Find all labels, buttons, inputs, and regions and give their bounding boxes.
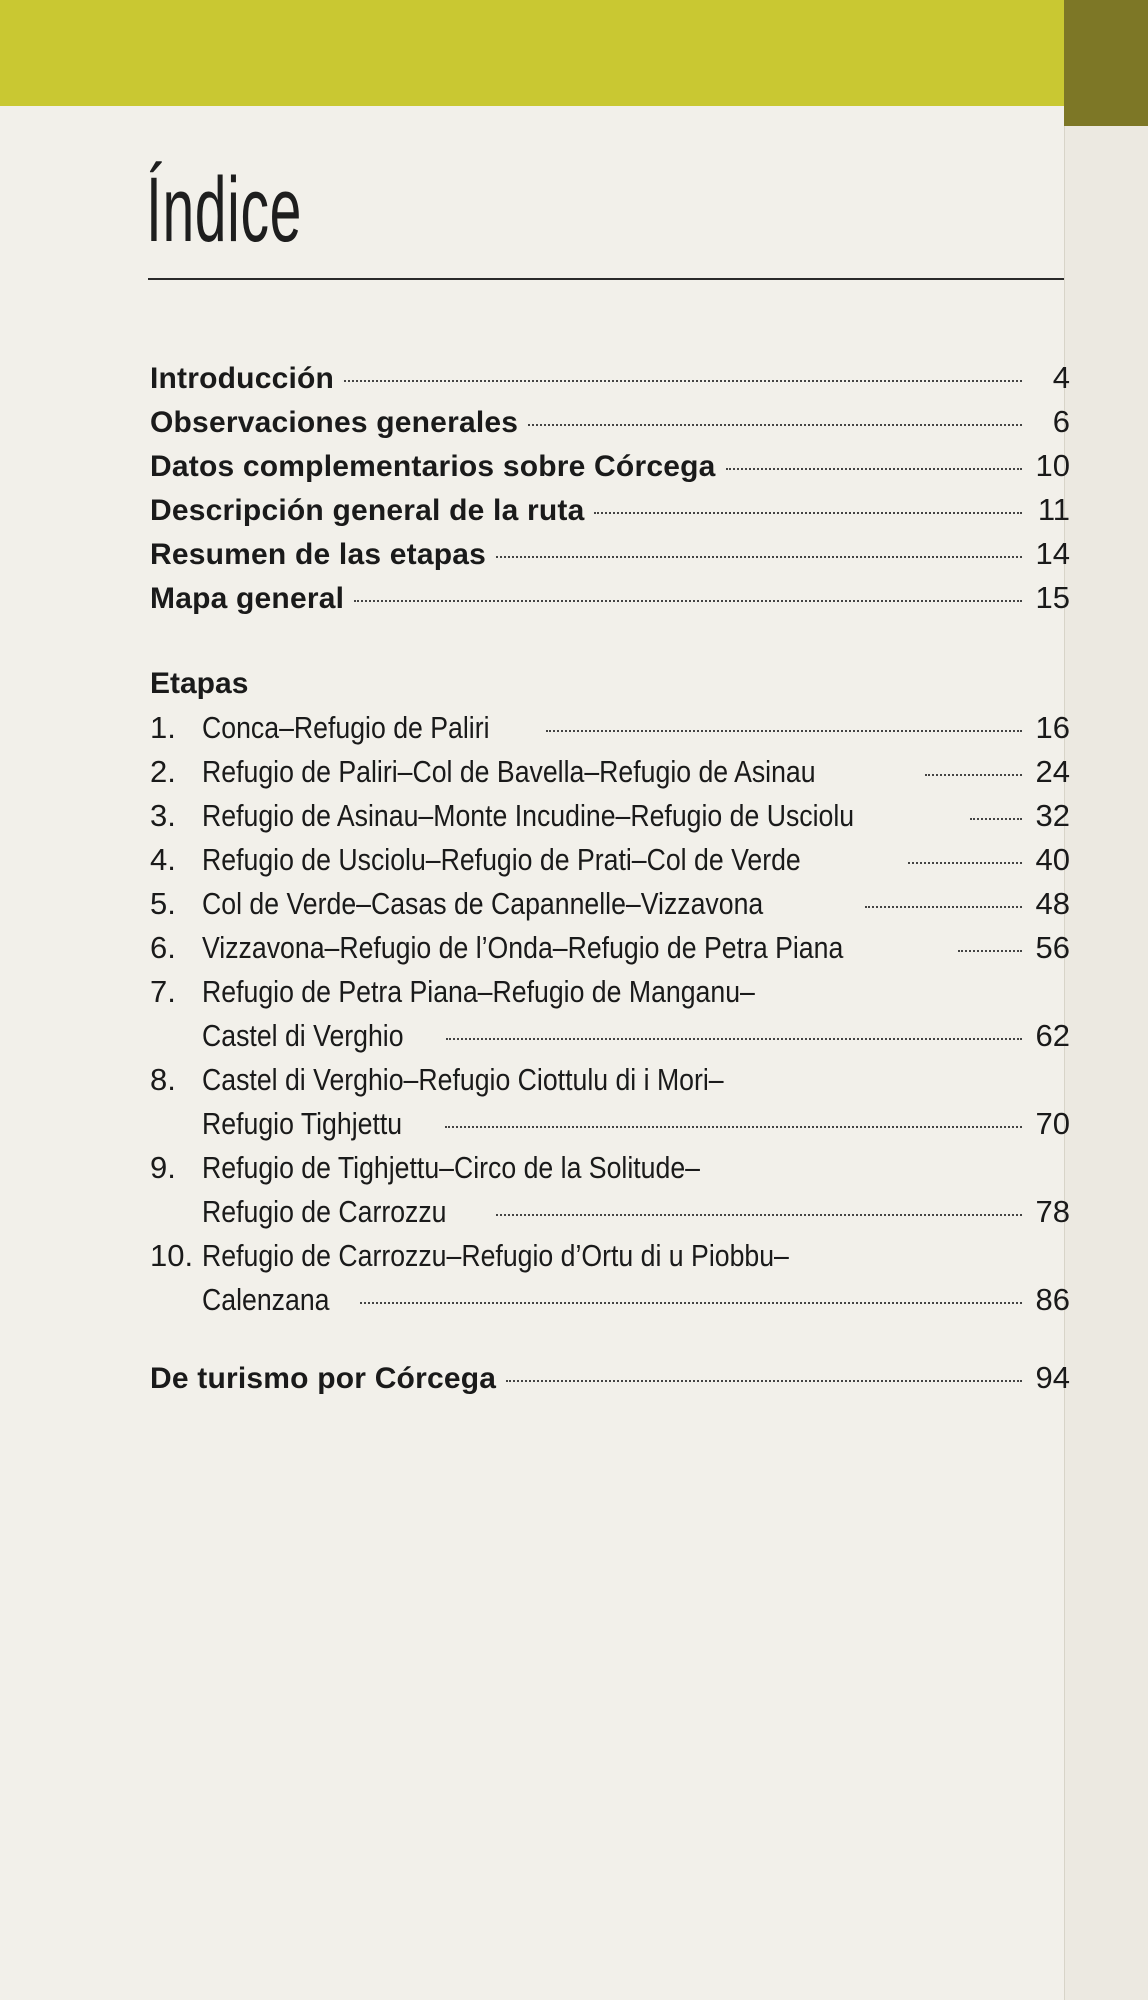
stage-number: 1. — [150, 710, 176, 745]
toc-entry-datos[interactable] — [150, 444, 1070, 488]
stage-title: Col de Verde–Casas de Capannelle–Vizzavona — [202, 886, 764, 921]
toc-stage-9-line1[interactable] — [150, 1146, 1070, 1190]
stage-number: 4. — [150, 842, 176, 877]
dot-leader — [594, 512, 1022, 514]
stage-title: Refugio de Carrozzu–Refugio d’Ortu di u Piobbu– — [202, 1238, 789, 1273]
stage-title-continued: Castel di Verghio — [202, 1018, 404, 1053]
stage-page: 16 — [1035, 710, 1070, 745]
stage-page: 48 — [1035, 886, 1070, 921]
dot-leader — [496, 1214, 1022, 1216]
toc-entry-observaciones[interactable] — [150, 400, 1070, 444]
dot-leader — [344, 380, 1022, 382]
toc-stage-6[interactable] — [150, 926, 1070, 970]
stage-page: 62 — [1035, 1018, 1070, 1053]
dot-leader — [445, 1126, 1022, 1128]
dot-leader — [970, 818, 1022, 820]
toc-entry-label: Observaciones generales — [150, 406, 519, 439]
toc-entry-page: 11 — [1037, 492, 1070, 527]
stage-title-continued: Refugio de Carrozzu — [202, 1194, 447, 1229]
stage-title: Refugio de Paliri–Col de Bavella–Refugio de Asinau — [202, 754, 816, 789]
stage-number: 3. — [150, 798, 176, 833]
toc-entry-label: Mapa general — [150, 582, 345, 615]
toc-entry-page: 15 — [1035, 580, 1070, 615]
dot-leader — [958, 950, 1022, 952]
stage-title: Vizzavona–Refugio de l’Onda–Refugio de Petra Piana — [202, 930, 844, 965]
dot-leader — [496, 556, 1022, 558]
dot-leader — [908, 862, 1022, 864]
toc-entry-label: Descripción general de la ruta — [150, 494, 585, 527]
toc-entry-descripcion[interactable] — [150, 488, 1070, 532]
stage-title: Refugio de Usciolu–Refugio de Prati–Col de Verde — [202, 842, 801, 877]
right-page-edge — [1064, 126, 1148, 2000]
dot-leader — [528, 424, 1022, 426]
stage-page: 40 — [1035, 842, 1070, 877]
stage-title: Castel di Verghio–Refugio Ciottulu di i Mori– — [202, 1062, 724, 1097]
stage-page: 24 — [1035, 754, 1070, 789]
toc-stage-8-line1[interactable] — [150, 1058, 1070, 1102]
stage-number: 2. — [150, 754, 176, 789]
toc-entry-label: Introducción — [150, 362, 335, 395]
corner-color-block — [1064, 0, 1148, 126]
stage-number: 8. — [150, 1062, 176, 1097]
toc-stage-7[interactable] — [150, 1014, 1070, 1058]
dot-leader — [546, 730, 1022, 732]
stage-page: 70 — [1035, 1106, 1070, 1141]
stage-number: 6. — [150, 930, 176, 965]
stage-title-continued: Calenzana — [202, 1282, 330, 1317]
stage-title: Refugio de Asinau–Monte Incudine–Refugio de Usciolu — [202, 798, 855, 833]
toc-entry-resumen[interactable] — [150, 532, 1070, 576]
stage-title: Conca–Refugio de Paliri — [202, 710, 490, 745]
toc-stage-10-line1[interactable] — [150, 1234, 1070, 1278]
toc-stage-1[interactable] — [150, 706, 1070, 750]
stage-number: 9. — [150, 1150, 176, 1185]
toc-entry-page: 6 — [1052, 404, 1070, 439]
toc-stage-10[interactable] — [150, 1278, 1070, 1322]
stage-number: 10. — [150, 1238, 194, 1273]
dot-leader — [865, 906, 1022, 908]
toc-entry-turismo[interactable] — [150, 1356, 1070, 1400]
stage-title-continued: Refugio Tighjettu — [202, 1106, 403, 1141]
stage-number: 5. — [150, 886, 176, 921]
toc-stage-4[interactable] — [150, 838, 1070, 882]
toc-entry-page: 94 — [1035, 1360, 1070, 1395]
stage-page: 32 — [1035, 798, 1070, 833]
stage-title: Refugio de Petra Piana–Refugio de Manganu– — [202, 974, 755, 1009]
dot-leader — [925, 774, 1022, 776]
toc-entry-page: 4 — [1052, 360, 1070, 395]
dot-leader — [726, 468, 1022, 470]
toc-entry-label: Datos complementarios sobre Córcega — [150, 450, 716, 483]
stages-heading: Etapas — [150, 667, 249, 700]
toc-stage-3[interactable] — [150, 794, 1070, 838]
toc-entry-mapa[interactable] — [150, 576, 1070, 620]
toc-entry-page: 10 — [1035, 448, 1070, 483]
stage-title: Refugio de Tighjettu–Circo de la Solitude– — [202, 1150, 700, 1185]
title-divider — [148, 278, 1064, 280]
toc-entry-label: Resumen de las etapas — [150, 538, 487, 571]
toc-stage-9[interactable] — [150, 1190, 1070, 1234]
stage-number: 7. — [150, 974, 176, 1009]
dot-leader — [354, 600, 1022, 602]
toc-stage-5[interactable] — [150, 882, 1070, 926]
toc-entry-introduccion[interactable] — [150, 356, 1070, 400]
dot-leader — [360, 1302, 1022, 1304]
dot-leader — [446, 1038, 1022, 1040]
stage-page: 78 — [1035, 1194, 1070, 1229]
stage-page: 56 — [1035, 930, 1070, 965]
top-color-band — [0, 0, 1064, 106]
toc-stage-8[interactable] — [150, 1102, 1070, 1146]
dot-leader — [506, 1380, 1022, 1382]
toc-stage-2[interactable] — [150, 750, 1070, 794]
page-title: Índice — [146, 159, 302, 261]
toc-stage-7-line1[interactable] — [150, 970, 1070, 1014]
toc-entry-label: De turismo por Córcega — [150, 1362, 497, 1395]
stage-page: 86 — [1035, 1282, 1070, 1317]
toc-entry-page: 14 — [1035, 536, 1070, 571]
